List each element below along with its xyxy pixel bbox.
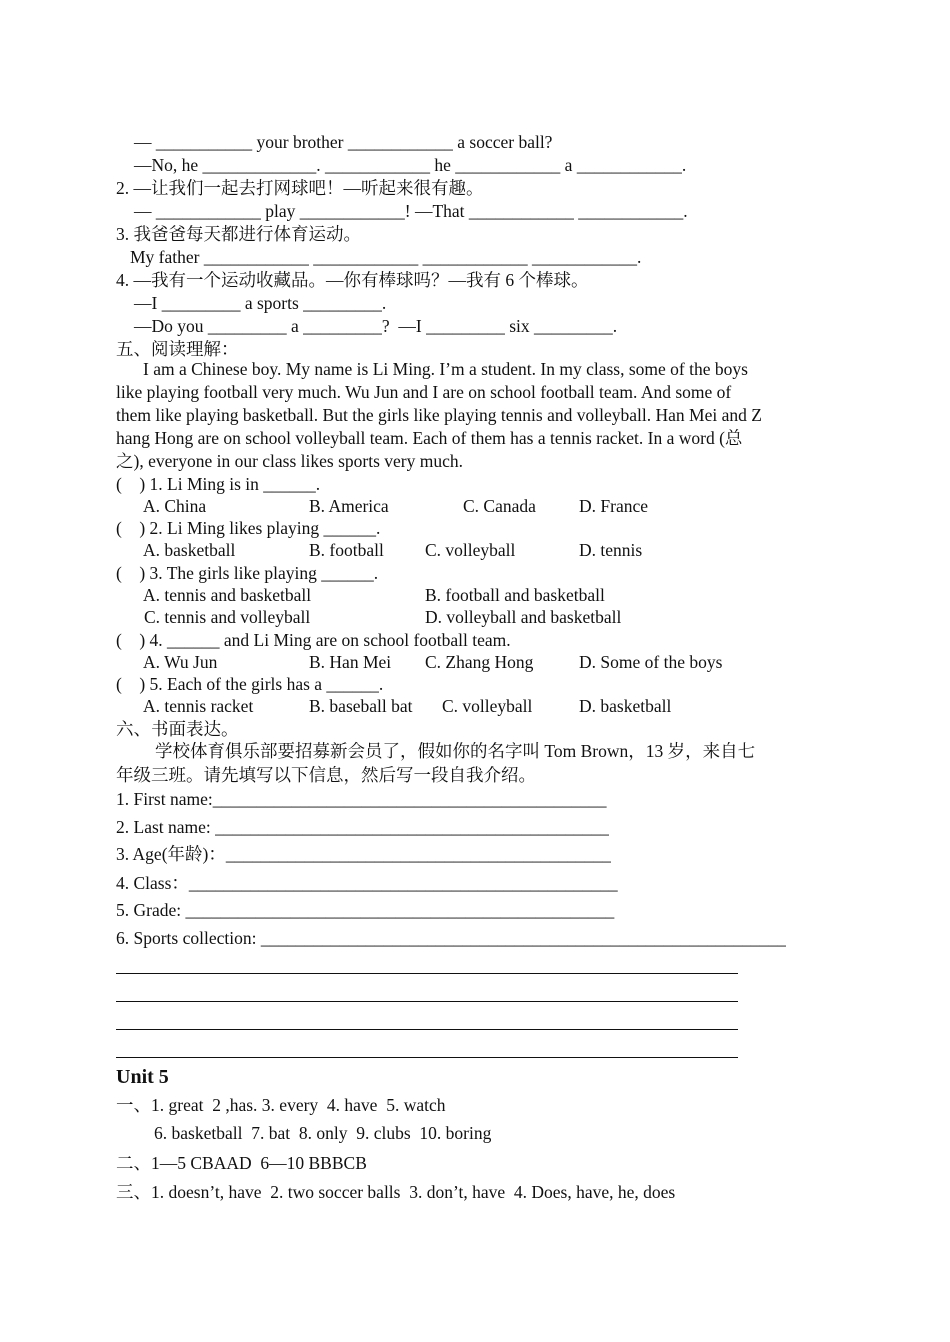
answer-line: 三、1. doesn’t, have 2. two soccer balls 3. don’t, have 4. Does, have, he, does bbox=[116, 1182, 676, 1202]
writing-heading: 六、书面表达。 bbox=[116, 719, 239, 739]
passage-line: like playing football very much. Wu Jun and I are on school football team. And some of bbox=[116, 382, 732, 402]
option-c: C. volleyball bbox=[425, 540, 516, 560]
option-c: C. Canada bbox=[463, 496, 536, 516]
field-last-name: 2. Last name: _____________________________________________ bbox=[116, 817, 609, 837]
field-class: 4. Class：_________________________________________________ bbox=[116, 873, 618, 893]
option-c: C. tennis and volleyball bbox=[144, 607, 311, 627]
q3-answer: My father ____________ ____________ ____________ ____________. bbox=[130, 247, 642, 267]
option-d: D. Some of the boys bbox=[579, 652, 723, 672]
answers-heading: Unit 5 bbox=[116, 1066, 169, 1088]
question-stem: ( ) 3. The girls like playing ______. bbox=[116, 563, 379, 583]
answer-line: 6. basketball 7. bat 8. only 9. clubs 10. boring bbox=[154, 1123, 492, 1143]
option-a: A. China bbox=[143, 496, 207, 516]
q4-line1: —I _________ a sports _________. bbox=[134, 293, 387, 313]
writing-line bbox=[116, 1057, 738, 1058]
option-a: A. basketball bbox=[143, 540, 236, 560]
option-b: B. America bbox=[309, 496, 389, 516]
field-grade: 5. Grade: _________________________________________________ bbox=[116, 900, 615, 920]
option-c: C. volleyball bbox=[442, 696, 533, 716]
option-b: B. football and basketball bbox=[425, 585, 605, 605]
reading-heading: 五、阅读理解： bbox=[116, 339, 239, 359]
q3-prompt: 3. 我爸爸每天都进行体育运动。 bbox=[116, 224, 361, 244]
option-b: B. Han Mei bbox=[309, 652, 392, 672]
passage-line: 之), everyone in our class likes sports very much. bbox=[116, 451, 464, 471]
option-d: D. basketball bbox=[579, 696, 672, 716]
option-a: A. tennis and basketball bbox=[143, 585, 312, 605]
question-stem: ( ) 5. Each of the girls has a ______. bbox=[116, 674, 384, 694]
writing-line bbox=[116, 1029, 738, 1030]
option-c: C. Zhang Hong bbox=[425, 652, 534, 672]
question-stem: ( ) 4. ______ and Li Ming are on school football team. bbox=[116, 630, 511, 650]
option-d: D. tennis bbox=[579, 540, 643, 560]
option-a: A. tennis racket bbox=[143, 696, 254, 716]
question-stem: ( ) 1. Li Ming is in ______. bbox=[116, 474, 321, 494]
q4-line2: —Do you _________ a _________? —I _________ six _________. bbox=[134, 316, 618, 336]
passage-line: hang Hong are on school volleyball team. Each of them has a tennis racket. In a word (总 bbox=[116, 428, 743, 448]
field-sports-collection: 6. Sports collection: ____________________________________________________________ bbox=[116, 928, 786, 948]
answer-line: 二、1—5 CBAAD 6—10 BBBCB bbox=[116, 1153, 367, 1173]
field-first-name: 1. First name:_____________________________________________ bbox=[116, 789, 607, 809]
option-d: D. volleyball and basketball bbox=[425, 607, 622, 627]
q1-line1: — ___________ your brother ____________ a soccer ball? bbox=[134, 132, 553, 152]
option-b: B. football bbox=[309, 540, 384, 560]
passage-line: I am a Chinese boy. My name is Li Ming. I’m a student. In my class, some of the boys bbox=[143, 359, 748, 379]
q4-prompt: 4. —我有一个运动收藏品。—你有棒球吗？—我有 6 个棒球。 bbox=[116, 270, 589, 290]
writing-prompt-line: 学校体育俱乐部要招募新会员了，假如你的名字叫 Tom Brown，13 岁，来自七 bbox=[155, 741, 756, 761]
writing-line bbox=[116, 973, 738, 974]
passage-line: them like playing basketball. But the girls like playing tennis and volleyball. Han Mei and Z bbox=[116, 405, 762, 425]
option-d: D. France bbox=[579, 496, 649, 516]
option-a: A. Wu Jun bbox=[143, 652, 218, 672]
writing-prompt-line: 年级三班。请先填写以下信息，然后写一段自我介绍。 bbox=[116, 765, 536, 785]
field-age: 3. Age(年龄)：____________________________________________ bbox=[116, 844, 611, 864]
q2-answer: — ____________ play ____________! —That ____________ ____________. bbox=[134, 201, 688, 221]
writing-line bbox=[116, 1001, 738, 1002]
q2-prompt: 2. —让我们一起去打网球吧！—听起来很有趣。 bbox=[116, 178, 484, 198]
question-stem: ( ) 2. Li Ming likes playing ______. bbox=[116, 518, 381, 538]
answer-line: 一、1. great 2 ,has. 3. every 4. have 5. watch bbox=[116, 1095, 446, 1115]
q1-line2: —No, he _____________. ____________ he ____________ a ____________. bbox=[134, 155, 687, 175]
option-b: B. baseball bat bbox=[309, 696, 413, 716]
